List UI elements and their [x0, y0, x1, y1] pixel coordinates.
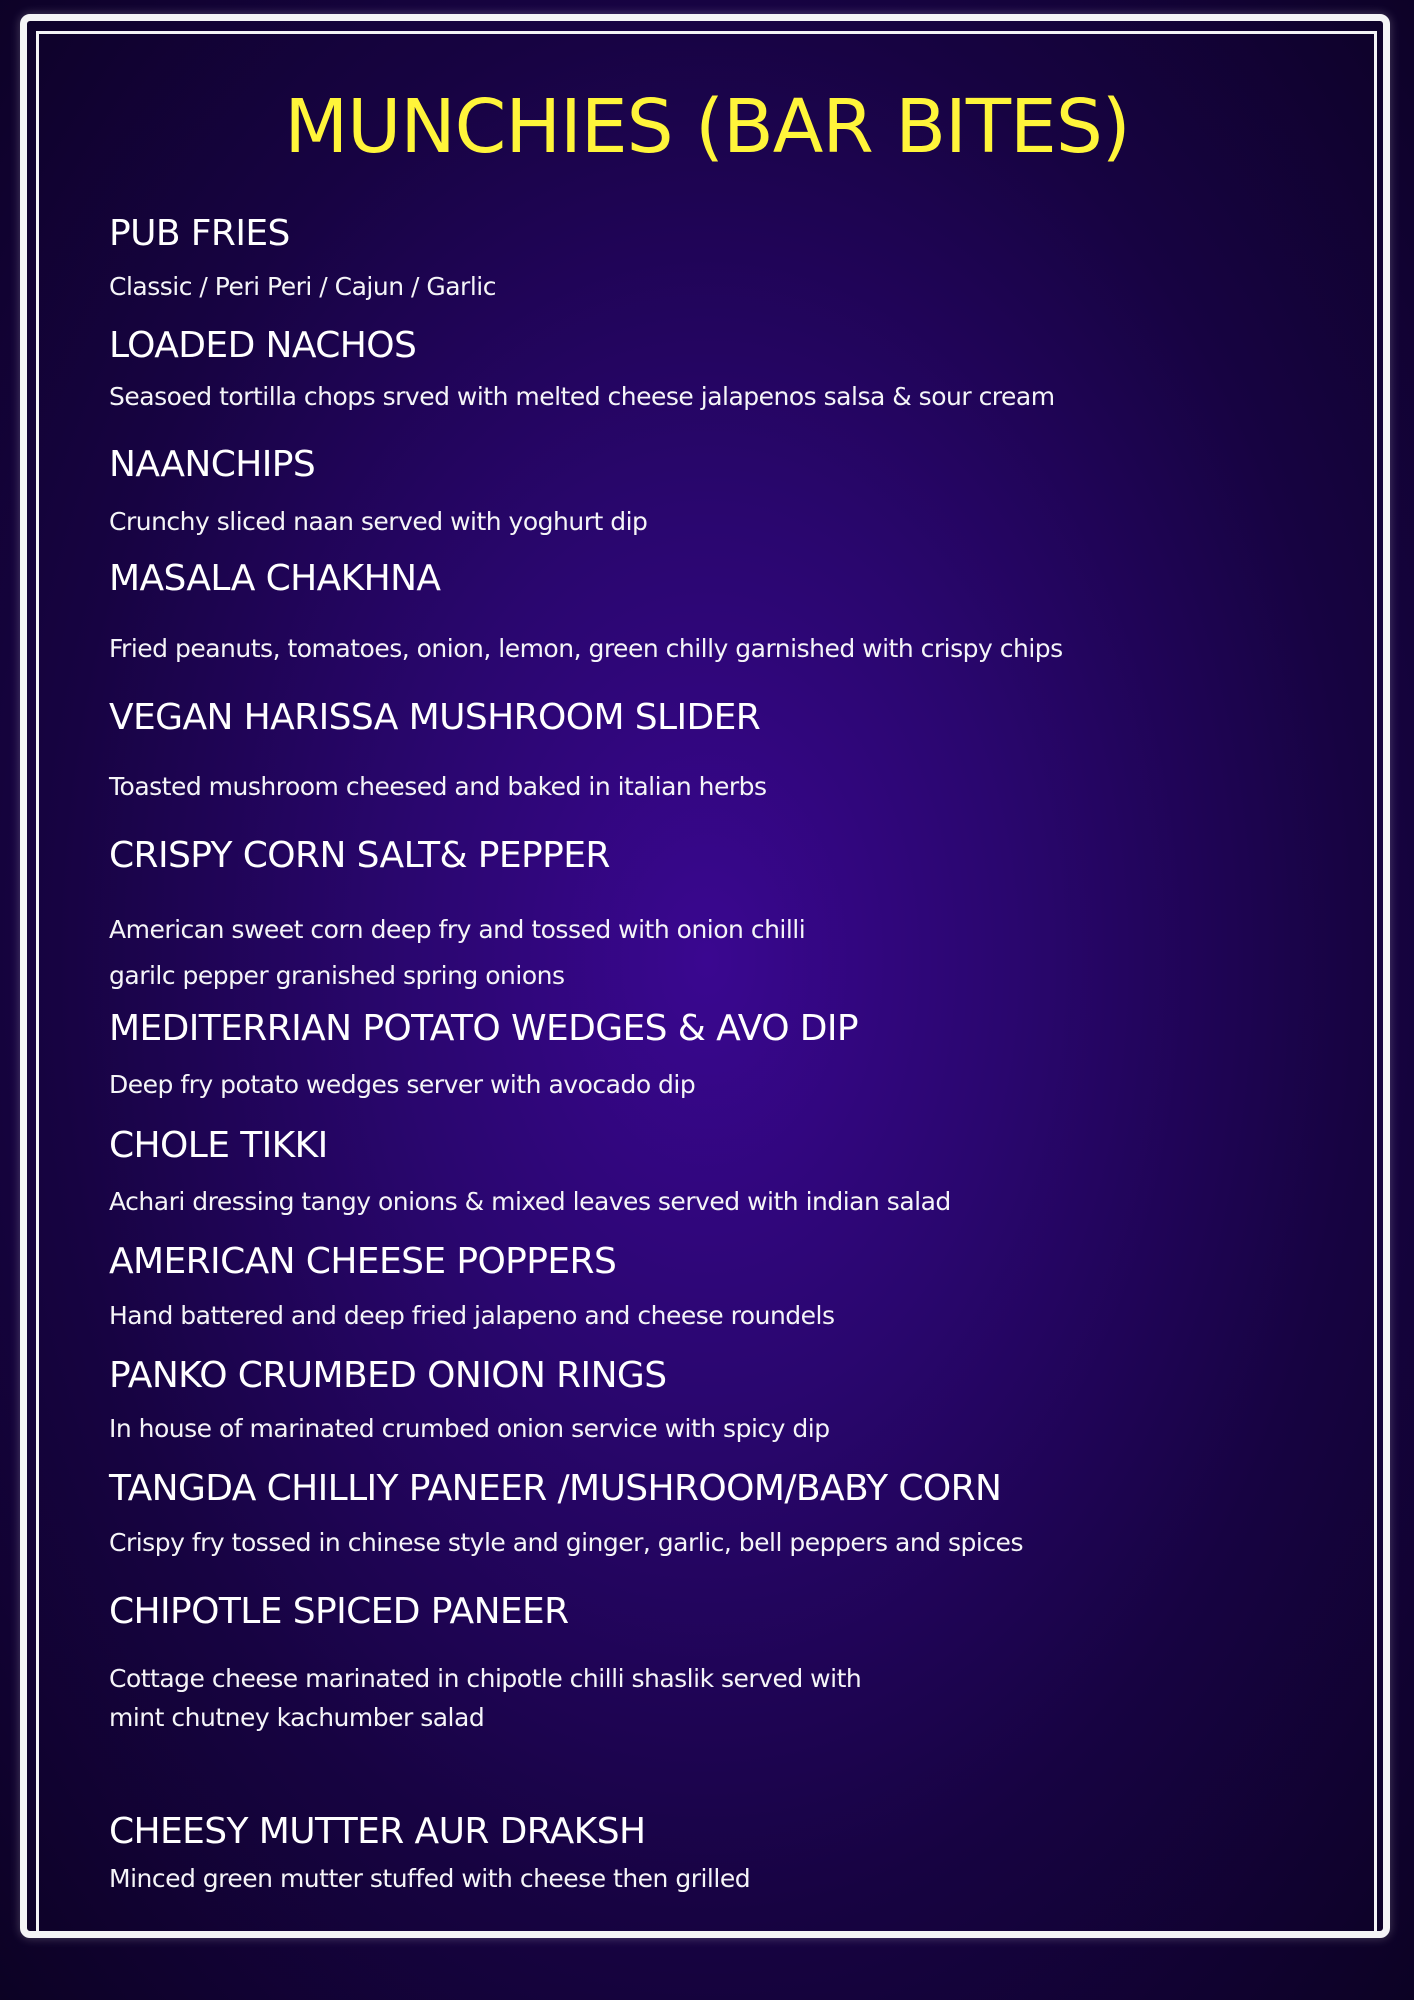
menu-item-description: Toasted mushroom cheesed and baked in italian herbs — [109, 772, 767, 801]
menu-item-name: NAANCHIPS — [109, 444, 316, 485]
menu-item-description: Seasoed tortilla chops srved with melted cheese jalapenos salsa & sour cream — [109, 382, 1055, 411]
menu-item-name: PANKO CRUMBED ONION RINGS — [109, 1355, 667, 1396]
menu-item-description: Minced green mutter stuffed with cheese then grilled — [109, 1864, 751, 1893]
menu-item-description: Cottage cheese marinated in chipotle chilli shaslik served with — [109, 1664, 862, 1693]
menu-item-description: Hand battered and deep fried jalapeno and cheese roundels — [109, 1301, 835, 1330]
menu-item-description: Crunchy sliced naan served with yoghurt dip — [109, 507, 648, 536]
menu-item-description: mint chutney kachumber salad — [109, 1703, 485, 1732]
menu-item-name: MEDITERRIAN POTATO WEDGES & AVO DIP — [109, 1008, 859, 1049]
menu-item-description: American sweet corn deep fry and tossed with onion chilli — [109, 915, 806, 944]
menu-item-description: Crispy fry tossed in chinese style and ginger, garlic, bell peppers and spices — [109, 1528, 1023, 1557]
menu-title: MUNCHIES (BAR BITES) — [284, 84, 1130, 170]
menu-item-name: CHOLE TIKKI — [109, 1125, 328, 1166]
menu-item-description: garilc pepper granished spring onions — [109, 961, 565, 990]
menu-item-description: In house of marinated crumbed onion service with spicy dip — [109, 1414, 830, 1443]
menu-item-description: Deep fry potato wedges server with avocado dip — [109, 1070, 696, 1099]
menu-item-description: Fried peanuts, tomatoes, onion, lemon, green chilly garnished with crispy chips — [109, 634, 1063, 663]
menu-item-name: CRISPY CORN SALT& PEPPER — [109, 835, 610, 876]
menu-item-description: Classic / Peri Peri / Cajun / Garlic — [109, 272, 496, 301]
menu-item-name: VEGAN HARISSA MUSHROOM SLIDER — [109, 697, 761, 738]
menu-item-name: CHIPOTLE SPICED PANEER — [109, 1591, 569, 1632]
menu-item-name: PUB FRIES — [109, 213, 290, 254]
menu-item-name: MASALA CHAKHNA — [109, 558, 441, 599]
menu-item-description: Achari dressing tangy onions & mixed leaves served with indian salad — [109, 1187, 951, 1216]
menu-item-name: CHEESY MUTTER AUR DRAKSH — [109, 1811, 646, 1852]
menu-item-name: LOADED NACHOS — [109, 325, 417, 366]
menu-item-name: TANGDA CHILLIY PANEER /MUSHROOM/BABY CORN — [109, 1468, 1002, 1509]
menu-item-name: AMERICAN CHEESE POPPERS — [109, 1241, 617, 1282]
